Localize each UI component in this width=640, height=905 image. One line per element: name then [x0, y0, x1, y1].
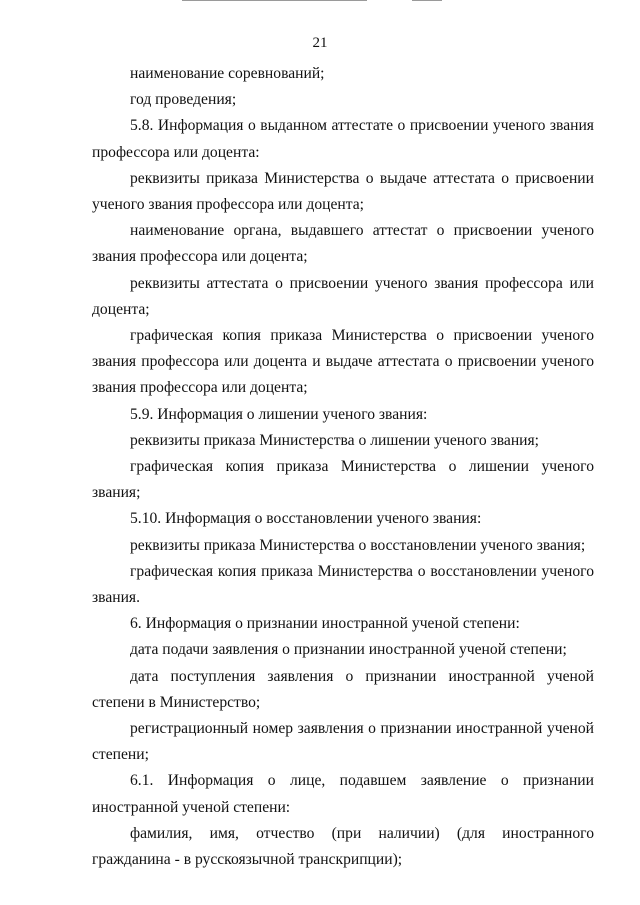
section-heading: 6. Информация о признании иностранной ученой степени:	[130, 615, 520, 633]
paragraph: наименование органа, выдавшего аттестат о присвоении ученого звания профессора или доцента;	[92, 222, 594, 266]
scan-edge-line	[412, 0, 442, 1]
paragraph: регистрационный номер заявления о признании иностранной ученой степени;	[92, 720, 594, 764]
section-heading: 5.10. Информация о восстановлении ученого звания:	[130, 510, 482, 528]
paragraph: дата подачи заявления о признании иностранной ученой степени;	[130, 641, 567, 659]
section-heading: 5.8. Информация о выданном аттестате о присвоении ученого звания профессора или доцента:	[92, 117, 594, 161]
paragraph: графическая копия приказа Министерства о лишении ученого звания;	[92, 458, 594, 502]
paragraph: реквизиты аттестата о присвоении ученого звания профессора или доцента;	[92, 274, 594, 318]
paragraph: реквизиты приказа Министерства о выдаче аттестата о присвоении ученого звания профессора или доцента;	[92, 169, 594, 214]
paragraph: наименование соревнований;	[130, 65, 325, 82]
page-number: 21	[312, 35, 328, 51]
scan-edge-line	[182, 0, 367, 1]
paragraph: графическая копия приказа Министерства о присвоении ученого звания профессора или доцента и выдаче аттестата о присвоении ученого звания профессора или доцента;	[92, 327, 594, 397]
section-heading: 5.9. Информация о лишении ученого звания:	[130, 405, 428, 423]
paragraph: дата поступления заявления о признании иностранной ученой степени в Министерство;	[92, 667, 594, 711]
paragraph: реквизиты приказа Министерства о восстановлении ученого звания;	[130, 536, 586, 554]
paragraph: фамилия, имя, отчество (при наличии) (для иностранного гражданина - в русскоязычной транскрипции);	[92, 824, 594, 869]
paragraph: год проведения;	[130, 91, 237, 109]
document-body	[92, 61, 594, 873]
paragraph: графическая копия приказа Министерства о восстановлении ученого звания.	[92, 562, 594, 607]
section-heading: 6.1. Информация о лице, подавшем заявление о признании иностранной ученой степени:	[92, 772, 594, 816]
paragraph: реквизиты приказа Министерства о лишении ученого звания;	[130, 431, 540, 449]
